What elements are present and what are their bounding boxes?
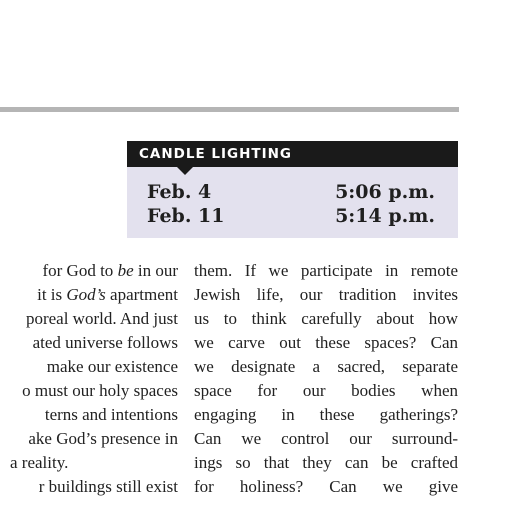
text-line: them. If we participate in remote [194,261,458,280]
candle-lighting-row [147,205,443,227]
text-line: we carve out these spaces? Can [194,333,458,352]
text-line: make our existence [46,357,178,376]
text-line: we designate a sacred, separate [194,357,458,376]
text-line: us to think carefully about how [194,309,458,328]
text-line: engaging in these gatherings? [194,405,458,424]
candle-date: Feb. 4 [147,181,212,203]
text-line: ings so that they can be crafted [194,453,458,472]
candle-lighting-row [147,181,443,203]
text-line: for God to be in our [42,261,178,280]
candle-time: 5:14 p.m. [335,205,435,227]
candle-lighting-box [127,141,458,238]
emphasis: be [117,261,134,280]
text-line: ake God’s presence in [28,429,178,448]
candle-time: 5:06 p.m. [335,181,435,203]
section-divider [0,107,459,112]
text-line: poreal world. And just [25,309,178,328]
text-line: r buildings still exist [38,477,178,496]
text-line: ated universe follows [32,333,178,352]
header-pointer [177,167,193,175]
candle-date: Feb. 11 [147,205,225,227]
text-line: for holiness? Can we give [194,477,458,496]
text-line: it is God’s apartment [37,285,178,304]
candle-lighting-header: CANDLE LIGHTING [127,141,458,167]
text-line: space for our bodies when [194,381,458,400]
emphasis: God’s [66,285,106,304]
article-column-right [194,259,458,499]
text-line: o must our holy spaces [22,381,178,400]
text-line: Can we control our surround- [194,429,458,448]
text-line: a reality. [10,453,69,472]
text-line: Jewish life, our tradition invites [194,285,458,304]
article-column-left [0,259,178,499]
text-line: terns and intentions [44,405,178,424]
